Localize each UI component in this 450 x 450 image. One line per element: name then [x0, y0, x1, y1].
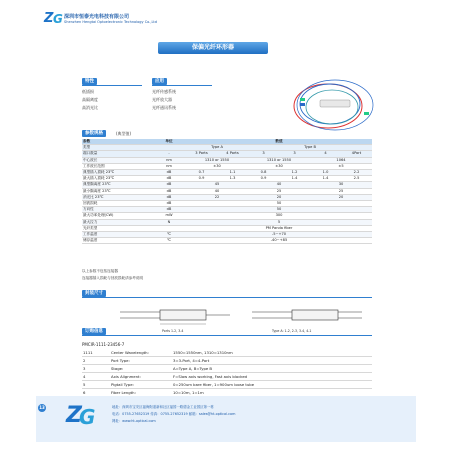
spec-cell: 2.2: [341, 170, 372, 176]
spec-cell: PM Panda fiber: [186, 225, 372, 231]
spec-cell: mW: [152, 213, 186, 219]
spec-cell: 40: [248, 182, 310, 188]
spec-cell: dB: [152, 207, 186, 213]
dimension-caption-left: Ports 1-2, 3-4: [162, 329, 184, 333]
spec-cell: dB: [152, 188, 186, 194]
ordering-cell: 10=10m, 1=1m: [172, 389, 372, 397]
spec-cell: 1.0: [310, 170, 341, 176]
spec-cell: 22: [186, 194, 248, 200]
ordering-row: [82, 349, 372, 357]
footer-logo: Z G: [66, 403, 96, 429]
spec-cell: 4 Ports: [217, 151, 248, 157]
spec-cell: 40: [186, 188, 248, 194]
spec-cell: 1064: [310, 157, 372, 163]
ordering-cell: Stage:: [110, 365, 172, 373]
spec-cell: 20: [310, 194, 372, 200]
spec-header-unit: 单位: [152, 139, 186, 145]
spec-tag: 参数规格: [82, 130, 106, 137]
spec-cell: 1310 or 1550: [248, 157, 310, 163]
spec-cell: 20: [248, 194, 310, 200]
spec-cell: ℃: [152, 238, 186, 244]
spec-cell: -5~+70: [186, 232, 372, 238]
spec-cell: 25: [310, 188, 372, 194]
dimensions-divider: [82, 297, 372, 298]
spec-cell: 中心波长: [82, 157, 152, 163]
ordering-row: [82, 373, 372, 381]
ordering-row: [82, 381, 372, 389]
ordering-row: [82, 357, 372, 365]
spec-row: [82, 238, 372, 244]
spec-cell: 光纤类型: [82, 225, 152, 231]
spec-cell: 端口数量: [82, 151, 152, 157]
spec-cell: N: [152, 219, 186, 225]
ordering-cell: 1111: [82, 349, 110, 357]
spec-cell: 典型隔离度 23℃: [82, 182, 152, 188]
spec-cell: 3 Ports: [186, 151, 217, 157]
ordering-cell: 4: [82, 373, 110, 381]
spec-cell: nm: [152, 163, 186, 169]
footer-website: 网址：www.ht-optical.com: [112, 419, 156, 423]
company-logo: Z G: [44, 11, 63, 26]
spec-cell: ±5: [310, 163, 372, 169]
footer-address: 地址：深圳市宝安区福海街道新和社区福园一路德金工业园区第一栋: [112, 405, 214, 409]
ordering-cell: 0=250um bare fiber, 1=900um loose tube: [172, 381, 372, 389]
spec-cell: 1.4: [279, 176, 310, 182]
feature-item: 低插损: [82, 89, 94, 94]
spec-cell: 1.1: [217, 170, 248, 176]
spec-cell: 最小隔离度 23℃: [82, 188, 152, 194]
features-tag: 特性: [82, 78, 97, 85]
spec-cell: dB: [152, 182, 186, 188]
ordering-cell: F=Slow axis working, Fast axis blocked: [172, 373, 372, 381]
ordering-cell: 2: [82, 357, 110, 365]
spec-note: 以上参数不包括连接器: [82, 269, 118, 273]
spec-cell: ℃: [152, 232, 186, 238]
page-title: 保偏光纤环形器: [158, 42, 268, 54]
spec-cell: 5: [186, 219, 372, 225]
spec-cell: ±30: [186, 163, 248, 169]
ordering-cell: 3: [82, 365, 110, 373]
spec-cell: ±30: [248, 163, 310, 169]
spec-cell: 3: [279, 151, 310, 157]
product-photo: [280, 76, 390, 134]
spec-qualifier: (典型值): [116, 131, 132, 136]
spec-cell: 方向性: [82, 207, 152, 213]
spec-cell: 30: [310, 182, 372, 188]
spec-cell: 0.9: [248, 176, 279, 182]
spec-cell: dB: [152, 201, 186, 207]
spec-cell: 3: [248, 151, 279, 157]
spec-cell: 50: [186, 207, 372, 213]
spec-cell: Type A: [186, 145, 248, 151]
spec-cell: 25: [248, 188, 310, 194]
spec-header-param: 参数: [82, 139, 152, 145]
ordering-cell: 6: [82, 389, 110, 397]
ordering-cell: 3=3-Port, 4=4-Port: [172, 357, 372, 365]
ordering-tag: 订购信息: [82, 328, 106, 335]
spec-cell: -: [152, 151, 186, 157]
spec-cell: 1.4: [310, 176, 341, 182]
spec-cell: 0.9: [186, 176, 217, 182]
spec-cell: 工作波长范围: [82, 163, 152, 169]
spec-cell: dB: [152, 176, 186, 182]
page-number: 13: [39, 405, 45, 410]
ordering-row: [82, 365, 372, 373]
ordering-divider: [82, 335, 372, 336]
spec-cell: 4Port: [341, 151, 372, 157]
ordering-cell: Fiber Length:: [110, 389, 172, 397]
feature-item: 高隔离度: [82, 97, 98, 102]
ordering-cell: 5: [82, 381, 110, 389]
spec-cell: dB: [152, 194, 186, 200]
dimensions-tag: 封装尺寸: [82, 290, 106, 297]
spec-cell: 0.7: [186, 170, 217, 176]
feature-item: 高消光比: [82, 105, 98, 110]
spec-table: [82, 139, 372, 244]
dimension-drawing-left: [120, 300, 230, 336]
spec-cell: 最大功率处理(CW): [82, 213, 152, 219]
application-item: 光纤放大器: [152, 97, 172, 102]
application-item: 光纤通讯系统: [152, 105, 176, 110]
spec-cell: 45: [186, 182, 248, 188]
features-divider: [82, 85, 142, 86]
ordering-cell: 1550=1550nm, 1310=1310nm: [172, 349, 372, 357]
footer-contact: 电话：0755-27652319 传真：0755-27652319 邮箱：sales@ht-optical.com: [112, 412, 236, 416]
ordering-cell: Center Wavelength:: [110, 349, 172, 357]
company-name-cn: 深圳市恒泰光电科技有限公司: [64, 14, 130, 20]
spec-cell: 最大插入损耗 23℃: [82, 176, 152, 182]
dimension-drawing-right: [252, 300, 362, 336]
spec-cell: 典型插入损耗 23℃: [82, 170, 152, 176]
ordering-code: PMCIR-1111-23456-7: [82, 342, 125, 347]
spec-cell: nm: [152, 157, 186, 163]
spec-cell: 2.5: [341, 176, 372, 182]
spec-cell: Type B: [248, 145, 372, 151]
dimension-caption-right: Type A: 1-2, 2-3, 3-4, 4-1: [272, 329, 312, 333]
ordering-cell: A=Type A, B=Type B: [172, 365, 372, 373]
applications-divider: [152, 85, 212, 86]
spec-cell: 工作温度: [82, 232, 152, 238]
spec-cell: 300: [186, 213, 372, 219]
spec-cell: -40~+85: [186, 238, 372, 244]
spec-cell: 储存温度: [82, 238, 152, 244]
application-item: 光纤传感系统: [152, 89, 176, 94]
spec-cell: 1.2: [279, 170, 310, 176]
applications-tag: 应用: [152, 78, 167, 85]
spec-cell: 消光比 23℃: [82, 194, 152, 200]
spec-cell: 0.8: [248, 170, 279, 176]
spec-cell: 1.3: [217, 176, 248, 182]
spec-header-value: 数值: [186, 139, 372, 145]
spec-cell: 最大拉力: [82, 219, 152, 225]
ordering-cell: Axis Alignment:: [110, 373, 172, 381]
spec-cell: 类型: [82, 145, 152, 151]
ordering-cell: Port Type:: [110, 357, 172, 365]
ordering-cell: Pigtail Type:: [110, 381, 172, 389]
spec-cell: 回波损耗: [82, 201, 152, 207]
spec-cell: 50: [186, 201, 372, 207]
spec-cell: 1310 or 1550: [186, 157, 248, 163]
spec-cell: 4: [310, 151, 341, 157]
spec-note: 连接器插入损耗与回波损耗请参考说明: [82, 276, 144, 280]
spec-cell: dB: [152, 170, 186, 176]
company-name-en: Shenzhen Hengtai Optoelectronic Technology Co.,Ltd: [64, 20, 157, 24]
